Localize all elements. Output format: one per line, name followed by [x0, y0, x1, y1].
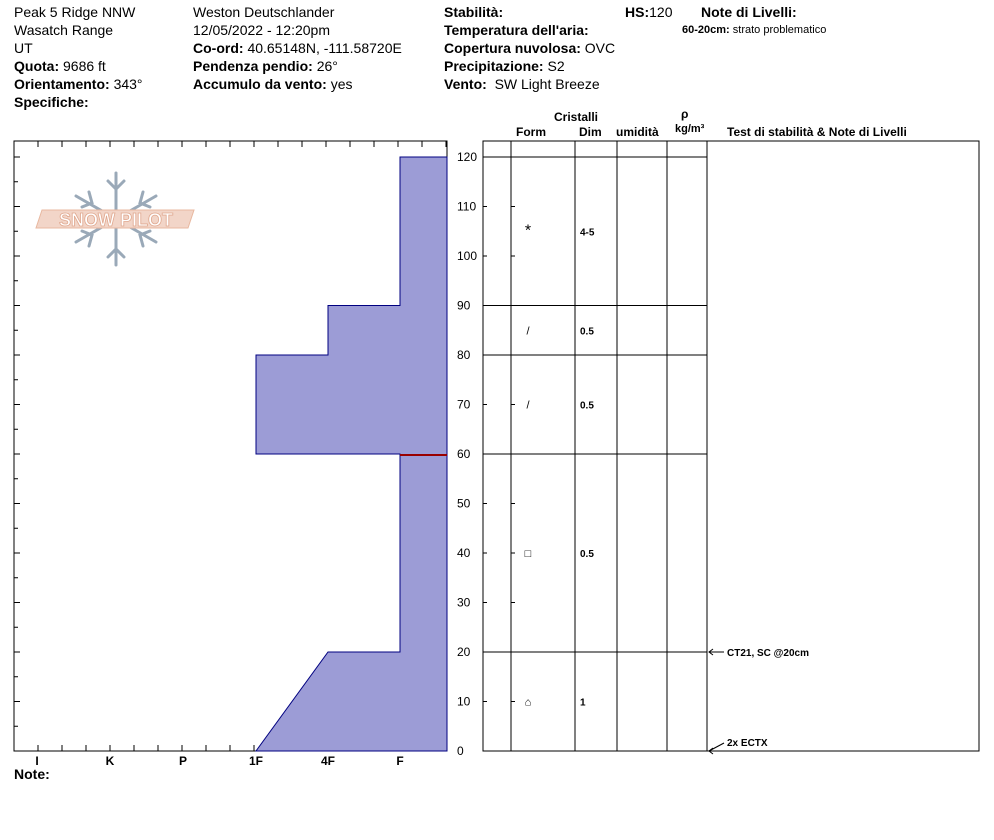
y-tick-label: 10 — [457, 694, 471, 709]
range-name: Wasatch Range — [14, 22, 114, 38]
elevation-value: 9686 ft — [63, 58, 106, 74]
y-tick-label: 30 — [457, 595, 471, 610]
state-name: UT — [14, 40, 33, 56]
y-tick-label: 100 — [457, 249, 478, 263]
layer-note-text: strato problematico — [732, 24, 827, 36]
layer-table-frame — [483, 141, 979, 751]
x-tick-label: P — [178, 754, 188, 768]
slope-label: Pendenza pendio: — [193, 58, 313, 74]
layer-note-depth: 60-20cm: — [682, 24, 730, 36]
logo-text: SNOW PILOT — [59, 210, 173, 230]
stability-test-label: 2x ECTX — [727, 738, 768, 749]
dim-header: Dim — [579, 125, 602, 139]
observer-name: Weston Deutschlander — [193, 4, 335, 20]
crystal-form-symbol: / — [526, 325, 530, 338]
x-tick-label: 4F — [320, 754, 336, 768]
form-header: Form — [516, 125, 546, 139]
y-tick-label: 120 — [457, 150, 478, 164]
humidity-header: umidità — [616, 125, 659, 139]
crystal-size: 0.5 — [580, 400, 594, 412]
y-tick-label: 80 — [457, 348, 471, 362]
stability-label: Stabilità: — [444, 4, 504, 20]
y-tick-label: 70 — [457, 397, 471, 412]
coordinates-value: 40.65148N, -111.58720E — [247, 40, 402, 56]
orientation-value: 343° — [113, 76, 143, 92]
layer-notes-label: Note di Livelli: — [701, 4, 797, 20]
x-tick-label: I — [35, 754, 39, 768]
crystal-form-symbol: ⌂ — [524, 696, 532, 709]
rho-header: ρ — [681, 107, 689, 121]
crystal-form-symbol: * — [524, 222, 532, 240]
cloud-value: OVC — [584, 40, 616, 56]
crystal-size: 0.5 — [580, 326, 594, 338]
crystal-size: 0.5 — [580, 549, 594, 560]
y-tick-label: 60 — [457, 447, 471, 461]
x-tick-label: F — [396, 754, 404, 768]
slope-value: 26° — [316, 58, 338, 74]
stability-test-label: CT21, SC @20cm — [727, 648, 810, 659]
precip-value: S2 — [547, 58, 565, 74]
cloud-label: Copertura nuvolosa: — [444, 40, 581, 56]
y-tick-label: 20 — [457, 645, 471, 659]
crystal-form-symbol: / — [526, 399, 530, 412]
hs-label: HS: — [625, 4, 650, 20]
crystals-header: Cristalli — [554, 110, 599, 124]
x-tick-label: K — [105, 754, 115, 768]
crystal-size: 4-5 — [580, 227, 595, 239]
notes-label: Note: — [14, 766, 50, 782]
orientation-label: Orientamento: — [14, 76, 110, 92]
y-tick-label: 40 — [457, 546, 471, 560]
wind-loading-value: yes — [330, 76, 353, 92]
hs-value: 120 — [649, 4, 673, 20]
wind-loading-label: Accumulo da vento: — [193, 76, 327, 92]
crystal-form-symbol: □ — [524, 548, 532, 560]
y-tick-label: 0 — [457, 744, 464, 758]
precip-label: Precipitazione: — [444, 58, 544, 74]
air-temp-label: Temperatura dell'aria: — [444, 22, 589, 38]
site-name: Peak 5 Ridge NNW — [14, 4, 136, 20]
elevation-label: Quota: — [14, 58, 60, 74]
specifics-label: Specifiche: — [14, 94, 89, 110]
y-tick-label: 110 — [457, 199, 477, 214]
y-tick-label: 90 — [457, 298, 471, 313]
wind-label: Vento: — [444, 76, 487, 92]
observation-datetime: 12/05/2022 - 12:20pm — [193, 22, 330, 38]
tests-header: Test di stabilità & Note di Livelli — [727, 125, 907, 139]
coordinates-label: Co-ord: — [193, 40, 244, 56]
y-tick-label: 50 — [457, 496, 471, 511]
crystal-size: 1 — [580, 697, 586, 709]
density-header: kg/m³ — [675, 123, 705, 135]
wind-value: SW Light Breeze — [494, 76, 600, 92]
x-tick-label: 1F — [248, 754, 264, 768]
